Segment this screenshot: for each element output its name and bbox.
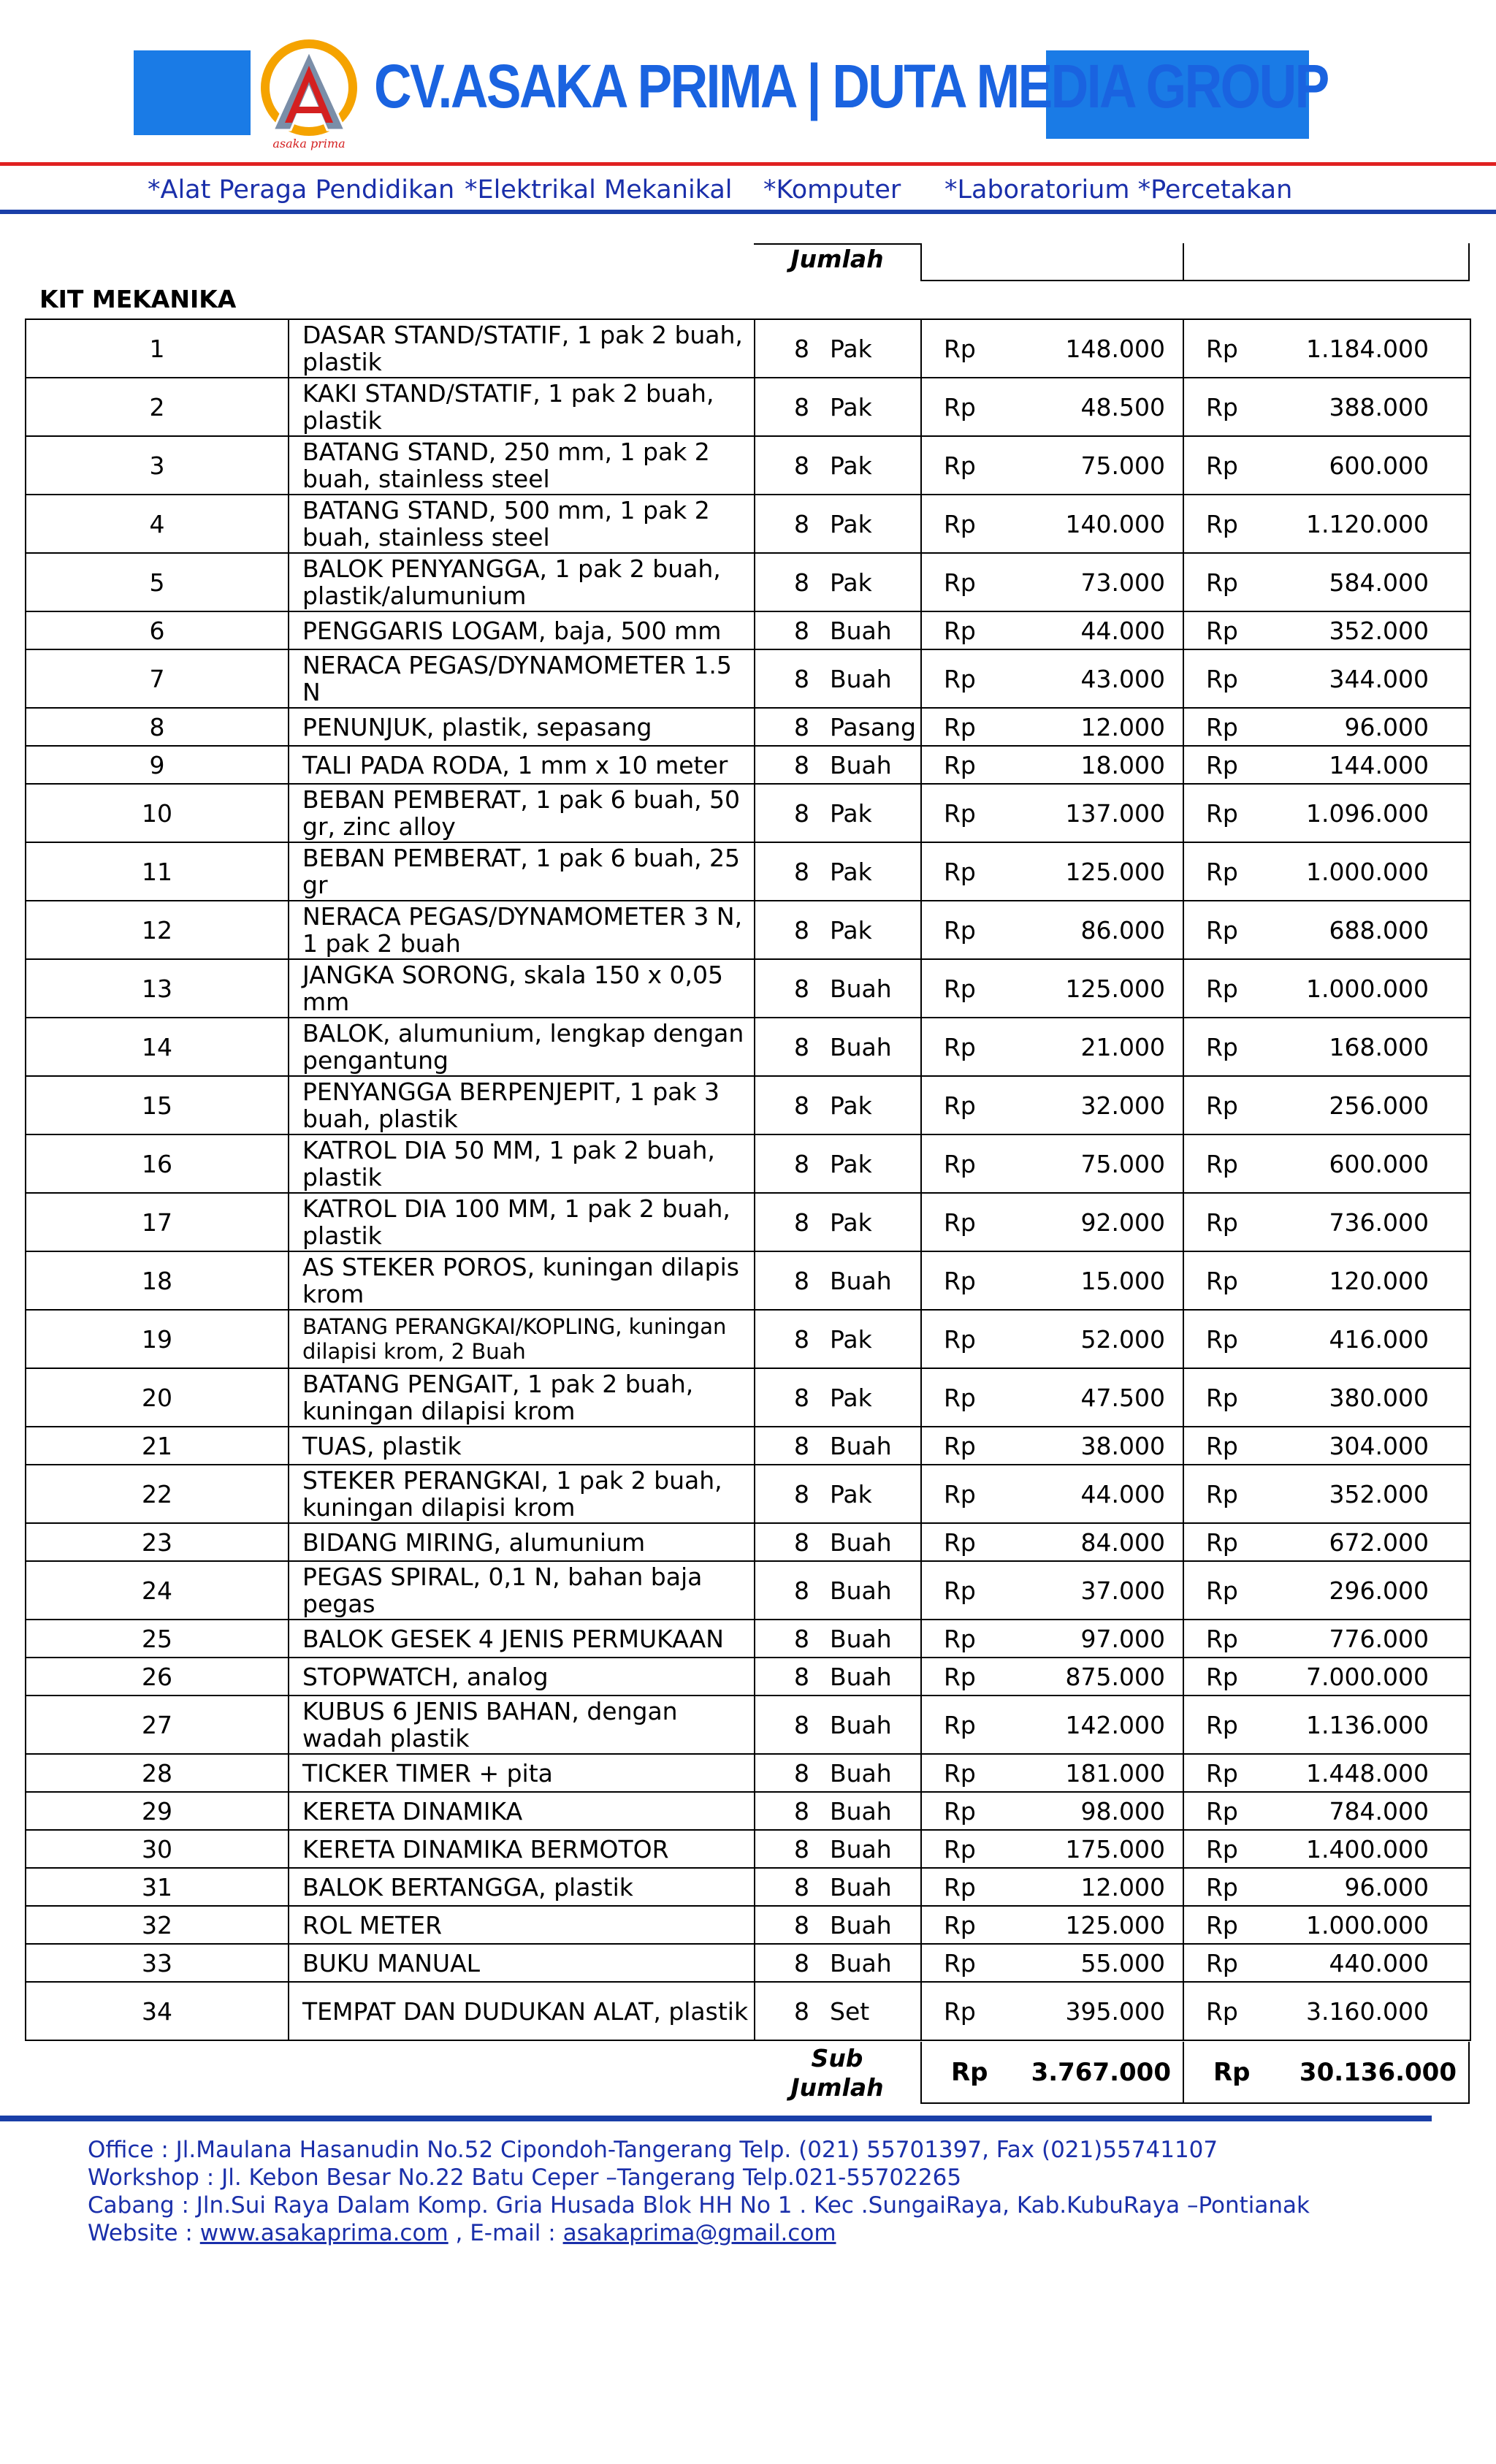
footer-office: Office : Jl.Maulana Hasanudin No.52 Cipondoh-Tangerang Telp. (021) 55701397, Fax (021)55741107 xyxy=(88,2137,1218,2163)
item-quantity: 8 Buah xyxy=(755,1792,921,1830)
item-total: Rp 388.000 xyxy=(1183,378,1470,436)
table-row xyxy=(26,1982,1470,2040)
tagline-item: *Elektrikal Mekanikal xyxy=(465,175,733,205)
item-total: Rp 1.000.000 xyxy=(1183,959,1470,1018)
item-unit-price: Rp 12.000 xyxy=(921,708,1183,746)
row-number: 27 xyxy=(26,1696,289,1754)
item-total: Rp 1.120.000 xyxy=(1183,495,1470,553)
item-quantity: 8 Buah xyxy=(755,1868,921,1906)
row-number: 20 xyxy=(26,1368,289,1427)
item-unit-price: Rp 75.000 xyxy=(921,436,1183,495)
item-quantity: 8 Buah xyxy=(755,959,921,1018)
table-row xyxy=(26,1018,1470,1076)
item-description: KUBUS 6 JENIS BAHAN, dengan wadah plastik xyxy=(289,1696,755,1754)
item-description: PENUNJUK, plastik, sepasang xyxy=(289,708,755,746)
row-number: 14 xyxy=(26,1018,289,1076)
item-unit-price: Rp 44.000 xyxy=(921,611,1183,649)
table-row xyxy=(26,1696,1470,1754)
item-total: Rp 1.096.000 xyxy=(1183,784,1470,842)
header-left-block xyxy=(134,50,251,135)
table-row xyxy=(26,1523,1470,1561)
item-unit-price: Rp 142.000 xyxy=(921,1696,1183,1754)
table-row xyxy=(26,1658,1470,1696)
item-unit-price: Rp 137.000 xyxy=(921,784,1183,842)
subtotal-label: Sub Jumlah xyxy=(790,2044,884,2102)
item-quantity: 8 Pak xyxy=(755,319,921,378)
jumlah-header: Jumlah xyxy=(754,243,920,281)
table-row xyxy=(26,649,1470,708)
item-total: Rp 168.000 xyxy=(1183,1018,1470,1076)
table-row xyxy=(26,1620,1470,1658)
item-unit-price: Rp 148.000 xyxy=(921,319,1183,378)
item-quantity: 8 Buah xyxy=(755,1830,921,1868)
item-description: BIDANG MIRING, alumunium xyxy=(289,1523,755,1561)
item-unit-price: Rp 37.000 xyxy=(921,1561,1183,1620)
table-row xyxy=(26,842,1470,901)
item-total: Rp 600.000 xyxy=(1183,1134,1470,1193)
row-number: 32 xyxy=(26,1906,289,1944)
item-quantity: 8 Pak xyxy=(755,784,921,842)
item-description: TALI PADA RODA, 1 mm x 10 meter xyxy=(289,746,755,784)
item-unit-price: Rp 44.000 xyxy=(921,1465,1183,1523)
item-total: Rp 584.000 xyxy=(1183,553,1470,611)
row-number: 26 xyxy=(26,1658,289,1696)
item-description: KERETA DINAMIKA xyxy=(289,1792,755,1830)
item-quantity: 8 Pak xyxy=(755,378,921,436)
row-number: 19 xyxy=(26,1310,289,1368)
item-unit-price: Rp 38.000 xyxy=(921,1427,1183,1465)
item-unit-price: Rp 395.000 xyxy=(921,1982,1183,2040)
item-total: Rp 96.000 xyxy=(1183,708,1470,746)
item-description: BATANG STAND, 250 mm, 1 pak 2 buah, stainless steel xyxy=(289,436,755,495)
table-row xyxy=(26,959,1470,1018)
subtotal-total: Rp 30.136.000 xyxy=(1183,2042,1470,2104)
item-unit-price: Rp 175.000 xyxy=(921,1830,1183,1868)
total-header-cell xyxy=(1183,243,1470,281)
item-unit-price: Rp 21.000 xyxy=(921,1018,1183,1076)
table-row xyxy=(26,436,1470,495)
item-description: STEKER PERANGKAI, 1 pak 2 buah, kuningan dilapisi krom xyxy=(289,1465,755,1523)
table-row xyxy=(26,746,1470,784)
item-total: Rp 296.000 xyxy=(1183,1561,1470,1620)
header-red-divider xyxy=(0,162,1496,166)
item-description: AS STEKER POROS, kuningan dilapis krom xyxy=(289,1251,755,1310)
items-table xyxy=(25,319,1471,2041)
row-number: 8 xyxy=(26,708,289,746)
row-number: 24 xyxy=(26,1561,289,1620)
item-unit-price: Rp 52.000 xyxy=(921,1310,1183,1368)
item-total: Rp 1.184.000 xyxy=(1183,319,1470,378)
item-quantity: 8 Buah xyxy=(755,1523,921,1561)
price-header-cell xyxy=(920,243,1184,281)
item-unit-price: Rp 125.000 xyxy=(921,959,1183,1018)
item-total: Rp 380.000 xyxy=(1183,1368,1470,1427)
item-quantity: 8 Buah xyxy=(755,649,921,708)
item-quantity: 8 Buah xyxy=(755,1658,921,1696)
item-total: Rp 256.000 xyxy=(1183,1076,1470,1134)
logo-caption: asaka prima xyxy=(272,137,346,150)
item-total: Rp 304.000 xyxy=(1183,1427,1470,1465)
item-description: NERACA PEGAS/DYNAMOMETER 1.5 N xyxy=(289,649,755,708)
table-row xyxy=(26,553,1470,611)
row-number: 12 xyxy=(26,901,289,959)
item-quantity: 8 Pasang xyxy=(755,708,921,746)
section-title: KIT MEKANIKA xyxy=(39,285,237,313)
tagline-item: *Alat Peraga Pendidikan xyxy=(148,175,455,205)
item-total: Rp 416.000 xyxy=(1183,1310,1470,1368)
table-row xyxy=(26,1134,1470,1193)
item-unit-price: Rp 97.000 xyxy=(921,1620,1183,1658)
item-quantity: 8 Buah xyxy=(755,1427,921,1465)
row-number: 29 xyxy=(26,1792,289,1830)
row-number: 1 xyxy=(26,319,289,378)
footer-workshop: Workshop : Jl. Kebon Besar No.22 Batu Ceper –Tangerang Telp.021-55702265 xyxy=(88,2164,962,2191)
item-total: Rp 1.000.000 xyxy=(1183,842,1470,901)
table-row xyxy=(26,901,1470,959)
item-unit-price: Rp 15.000 xyxy=(921,1251,1183,1310)
item-unit-price: Rp 181.000 xyxy=(921,1754,1183,1792)
item-quantity: 8 Pak xyxy=(755,901,921,959)
footer-branch: Cabang : Jln.Sui Raya Dalam Komp. Gria Husada Blok HH No 1 . Kec .SungaiRaya, Kab.KubuRaya –Pontianak xyxy=(88,2192,1310,2219)
item-quantity: 8 Pak xyxy=(755,1134,921,1193)
table-row xyxy=(26,1310,1470,1368)
item-description: BALOK BERTANGGA, plastik xyxy=(289,1868,755,1906)
item-description: ROL METER xyxy=(289,1906,755,1944)
item-description: KATROL DIA 100 MM, 1 pak 2 buah, plastik xyxy=(289,1193,755,1251)
row-number: 10 xyxy=(26,784,289,842)
item-quantity: 8 Buah xyxy=(755,1754,921,1792)
item-unit-price: Rp 98.000 xyxy=(921,1792,1183,1830)
item-description: BUKU MANUAL xyxy=(289,1944,755,1982)
item-total: Rp 352.000 xyxy=(1183,611,1470,649)
company-logo xyxy=(257,37,361,153)
item-total: Rp 736.000 xyxy=(1183,1193,1470,1251)
item-total: Rp 344.000 xyxy=(1183,649,1470,708)
item-unit-price: Rp 12.000 xyxy=(921,1868,1183,1906)
table-row xyxy=(26,784,1470,842)
item-description: BEBAN PEMBERAT, 1 pak 6 buah, 50 gr, zinc alloy xyxy=(289,784,755,842)
item-description: KERETA DINAMIKA BERMOTOR xyxy=(289,1830,755,1868)
item-total: Rp 600.000 xyxy=(1183,436,1470,495)
table-row xyxy=(26,1368,1470,1427)
table-row xyxy=(26,708,1470,746)
row-number: 15 xyxy=(26,1076,289,1134)
email-link[interactable]: asakaprima@gmail.com xyxy=(562,2220,836,2246)
item-quantity: 8 Pak xyxy=(755,1193,921,1251)
item-quantity: 8 Buah xyxy=(755,1018,921,1076)
table-row xyxy=(26,611,1470,649)
item-description: JANGKA SORONG, skala 150 x 0,05 mm xyxy=(289,959,755,1018)
item-total: Rp 1.448.000 xyxy=(1183,1754,1470,1792)
item-total: Rp 1.136.000 xyxy=(1183,1696,1470,1754)
item-description: NERACA PEGAS/DYNAMOMETER 3 N, 1 pak 2 buah xyxy=(289,901,755,959)
item-unit-price: Rp 86.000 xyxy=(921,901,1183,959)
footer-divider xyxy=(0,2116,1432,2121)
item-total: Rp 1.000.000 xyxy=(1183,1906,1470,1944)
item-unit-price: Rp 125.000 xyxy=(921,842,1183,901)
item-quantity: 8 Buah xyxy=(755,1944,921,1982)
table-row xyxy=(26,1906,1470,1944)
item-quantity: 8 Buah xyxy=(755,1906,921,1944)
item-description: BALOK GESEK 4 JENIS PERMUKAAN xyxy=(289,1620,755,1658)
row-number: 3 xyxy=(26,436,289,495)
item-description: KATROL DIA 50 MM, 1 pak 2 buah, plastik xyxy=(289,1134,755,1193)
item-unit-price: Rp 32.000 xyxy=(921,1076,1183,1134)
row-number: 33 xyxy=(26,1944,289,1982)
item-unit-price: Rp 140.000 xyxy=(921,495,1183,553)
item-total: Rp 3.160.000 xyxy=(1183,1982,1470,2040)
row-number: 21 xyxy=(26,1427,289,1465)
item-total: Rp 352.000 xyxy=(1183,1465,1470,1523)
item-unit-price: Rp 43.000 xyxy=(921,649,1183,708)
table-row xyxy=(26,1076,1470,1134)
item-quantity: 8 Pak xyxy=(755,495,921,553)
item-total: Rp 96.000 xyxy=(1183,1868,1470,1906)
item-description: PENGGARIS LOGAM, baja, 500 mm xyxy=(289,611,755,649)
item-description: BATANG PENGAIT, 1 pak 2 buah, kuningan dilapisi krom xyxy=(289,1368,755,1427)
row-number: 30 xyxy=(26,1830,289,1868)
row-number: 25 xyxy=(26,1620,289,1658)
header-blue-divider xyxy=(0,210,1496,214)
row-number: 16 xyxy=(26,1134,289,1193)
row-number: 4 xyxy=(26,495,289,553)
row-number: 11 xyxy=(26,842,289,901)
row-number: 6 xyxy=(26,611,289,649)
item-quantity: 8 Buah xyxy=(755,746,921,784)
item-quantity: 8 Buah xyxy=(755,611,921,649)
row-number: 34 xyxy=(26,1982,289,2040)
row-number: 7 xyxy=(26,649,289,708)
company-name: CV.ASAKA PRIMA | DUTA MEDIA GROUP xyxy=(374,52,1328,121)
item-quantity: 8 Pak xyxy=(755,436,921,495)
footer-contact: Website : www.asakaprima.com , E-mail : asakaprima@gmail.com xyxy=(88,2220,836,2246)
row-number: 17 xyxy=(26,1193,289,1251)
table-row xyxy=(26,1830,1470,1868)
subtotal-price: Rp 3.767.000 xyxy=(920,2042,1184,2104)
item-quantity: 8 Buah xyxy=(755,1251,921,1310)
tagline-item: *Komputer xyxy=(763,175,901,205)
item-quantity: 8 Pak xyxy=(755,1465,921,1523)
table-row xyxy=(26,1561,1470,1620)
item-description: BEBAN PEMBERAT, 1 pak 6 buah, 25 gr xyxy=(289,842,755,901)
item-description: BALOK PENYANGGA, 1 pak 2 buah, plastik/alumunium xyxy=(289,553,755,611)
item-description: PENYANGGA BERPENJEPIT, 1 pak 3 buah, plastik xyxy=(289,1076,755,1134)
item-quantity: 8 Buah xyxy=(755,1561,921,1620)
row-number: 22 xyxy=(26,1465,289,1523)
table-row xyxy=(26,319,1470,378)
item-total: Rp 672.000 xyxy=(1183,1523,1470,1561)
item-total: Rp 776.000 xyxy=(1183,1620,1470,1658)
item-total: Rp 7.000.000 xyxy=(1183,1658,1470,1696)
table-row xyxy=(26,1193,1470,1251)
item-quantity: 8 Pak xyxy=(755,553,921,611)
item-unit-price: Rp 48.500 xyxy=(921,378,1183,436)
row-number: 13 xyxy=(26,959,289,1018)
item-description: BATANG STAND, 500 mm, 1 pak 2 buah, stainless steel xyxy=(289,495,755,553)
item-quantity: 8 Pak xyxy=(755,1368,921,1427)
item-description: BATANG PERANGKAI/KOPLING, kuningan dilapisi krom, 2 Buah xyxy=(289,1310,755,1368)
row-number: 9 xyxy=(26,746,289,784)
item-unit-price: Rp 18.000 xyxy=(921,746,1183,784)
item-unit-price: Rp 84.000 xyxy=(921,1523,1183,1561)
row-number: 2 xyxy=(26,378,289,436)
item-total: Rp 144.000 xyxy=(1183,746,1470,784)
item-description: TICKER TIMER + pita xyxy=(289,1754,755,1792)
item-unit-price: Rp 875.000 xyxy=(921,1658,1183,1696)
item-total: Rp 688.000 xyxy=(1183,901,1470,959)
item-description: STOPWATCH, analog xyxy=(289,1658,755,1696)
table-row xyxy=(26,1465,1470,1523)
website-link[interactable]: www.asakaprima.com xyxy=(199,2220,449,2246)
item-quantity: 8 Pak xyxy=(755,1310,921,1368)
item-description: TEMPAT DAN DUDUKAN ALAT, plastik xyxy=(289,1982,755,2040)
item-description: DASAR STAND/STATIF, 1 pak 2 buah, plastik xyxy=(289,319,755,378)
table-row xyxy=(26,495,1470,553)
item-unit-price: Rp 47.500 xyxy=(921,1368,1183,1427)
table-row xyxy=(26,1792,1470,1830)
item-description: KAKI STAND/STATIF, 1 pak 2 buah, plastik xyxy=(289,378,755,436)
item-description: PEGAS SPIRAL, 0,1 N, bahan baja pegas xyxy=(289,1561,755,1620)
row-number: 31 xyxy=(26,1868,289,1906)
row-number: 18 xyxy=(26,1251,289,1310)
item-unit-price: Rp 55.000 xyxy=(921,1944,1183,1982)
item-description: TUAS, plastik xyxy=(289,1427,755,1465)
item-quantity: 8 Pak xyxy=(755,1076,921,1134)
item-total: Rp 120.000 xyxy=(1183,1251,1470,1310)
item-unit-price: Rp 92.000 xyxy=(921,1193,1183,1251)
table-row xyxy=(26,378,1470,436)
item-quantity: 8 Set xyxy=(755,1982,921,2040)
table-row xyxy=(26,1868,1470,1906)
item-total: Rp 784.000 xyxy=(1183,1792,1470,1830)
row-number: 23 xyxy=(26,1523,289,1561)
item-unit-price: Rp 73.000 xyxy=(921,553,1183,611)
table-row xyxy=(26,1754,1470,1792)
item-total: Rp 1.400.000 xyxy=(1183,1830,1470,1868)
row-number: 28 xyxy=(26,1754,289,1792)
item-unit-price: Rp 125.000 xyxy=(921,1906,1183,1944)
item-unit-price: Rp 75.000 xyxy=(921,1134,1183,1193)
item-total: Rp 440.000 xyxy=(1183,1944,1470,1982)
table-row xyxy=(26,1427,1470,1465)
item-quantity: 8 Buah xyxy=(755,1620,921,1658)
item-quantity: 8 Buah xyxy=(755,1696,921,1754)
table-row xyxy=(26,1944,1470,1982)
tagline-item: *Laboratorium *Percetakan xyxy=(944,175,1293,205)
row-number: 5 xyxy=(26,553,289,611)
table-row xyxy=(26,1251,1470,1310)
item-description: BALOK, alumunium, lengkap dengan pengantung xyxy=(289,1018,755,1076)
item-quantity: 8 Pak xyxy=(755,842,921,901)
